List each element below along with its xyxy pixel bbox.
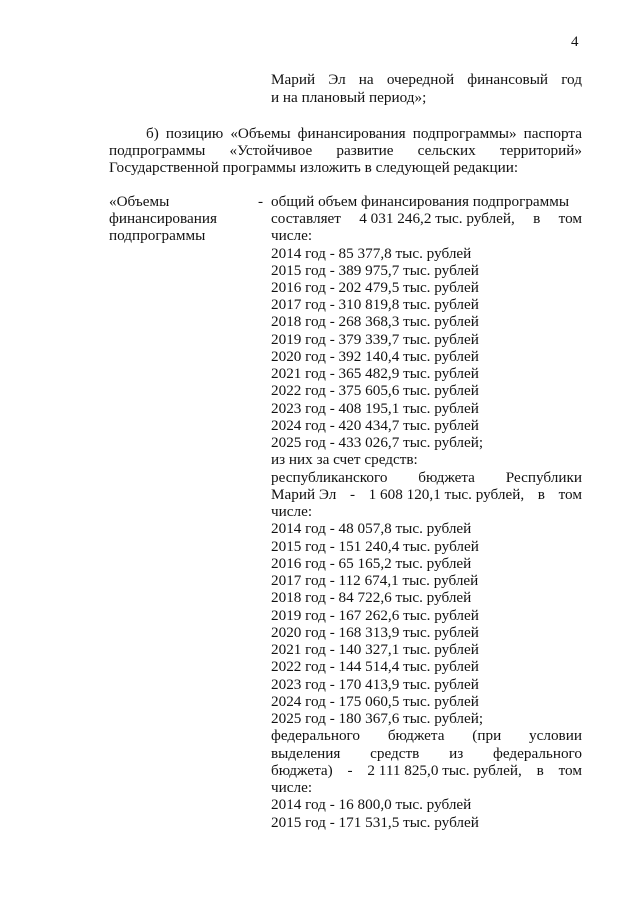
total-year-row: 2022 год - 375 605,6 тыс. рублей xyxy=(271,382,479,399)
total-year-row: 2017 год - 310 819,8 тыс. рублей xyxy=(271,296,479,313)
republic-year-row: 2017 год - 112 674,1 тыс. рублей xyxy=(271,572,479,589)
total-word: в xyxy=(533,210,541,227)
republic-word: том xyxy=(558,486,582,503)
federal-word: в xyxy=(536,762,544,779)
republic-year-row: 2018 год - 84 722,6 тыс. рублей xyxy=(271,589,472,606)
label-line: «Объемы xyxy=(109,193,170,210)
label-dash: - xyxy=(258,193,264,210)
republic-year-row: 2020 год - 168 313,9 тыс. рублей xyxy=(271,624,479,641)
paragraph-line-2 xyxy=(109,142,582,159)
total-year-row: 2014 год - 85 377,8 тыс. рублей xyxy=(271,245,472,262)
total-year-row: 2020 год - 392 140,4 тыс. рублей xyxy=(271,348,479,365)
federal-line-3 xyxy=(271,762,582,779)
federal-word: выделения xyxy=(271,745,341,762)
total-line-1: общий объем финансирования подпрограммы xyxy=(271,193,570,210)
federal-word: федерального xyxy=(493,745,582,762)
paragraph-word: подпрограммы xyxy=(109,142,206,159)
paragraph-word: развитие xyxy=(336,142,394,159)
paragraph-word: сельских xyxy=(417,142,476,159)
paragraph-word: паспорта xyxy=(523,125,582,142)
federal-word: (при xyxy=(472,727,502,744)
paragraph-word: территорий» xyxy=(499,142,582,159)
republic-year-row: 2021 год - 140 327,1 тыс. рублей xyxy=(271,641,479,658)
republic-line-3: числе: xyxy=(271,503,313,520)
paragraph-word: подпрограммы» xyxy=(412,125,517,142)
federal-word: из xyxy=(449,745,464,762)
total-year-row: 2024 год - 420 434,7 тыс. рублей xyxy=(271,417,479,434)
total-year-row: 2018 год - 268 368,3 тыс. рублей xyxy=(271,313,479,330)
federal-amount: 2 111 825,0 тыс. рублей, xyxy=(367,762,522,779)
federal-word: том xyxy=(558,762,582,779)
total-year-row: 2023 год - 408 195,1 тыс. рублей xyxy=(271,400,479,417)
federal-word: - xyxy=(347,762,353,779)
total-year-row: 2015 год - 389 975,7 тыс. рублей xyxy=(271,262,479,279)
intro-line-1 xyxy=(271,71,582,88)
republic-year-row: 2016 год - 65 165,2 тыс. рублей xyxy=(271,555,472,572)
federal-line-1 xyxy=(271,727,582,744)
paragraph-word: «Устойчивое xyxy=(229,142,313,159)
intro-word: Марий xyxy=(271,71,316,88)
republic-word: в xyxy=(537,486,545,503)
federal-line-4: числе: xyxy=(271,779,313,796)
label-line: финансирования xyxy=(109,210,217,227)
federal-word: средств xyxy=(370,745,420,762)
republic-line-1 xyxy=(271,469,582,486)
from-funds-line: из них за счет средств: xyxy=(271,451,418,468)
total-word: составляет xyxy=(271,210,341,227)
total-word: том xyxy=(558,210,582,227)
total-line-3: числе: xyxy=(271,227,313,244)
republic-word: бюджета xyxy=(418,469,475,486)
paragraph-line-1 xyxy=(146,125,582,142)
republic-word: республиканского xyxy=(271,469,388,486)
paragraph-word: финансирования xyxy=(297,125,406,142)
total-year-row: 2019 год - 379 339,7 тыс. рублей xyxy=(271,331,479,348)
paragraph-line-3: Государственной программы изложить в следующей редакции: xyxy=(109,159,519,176)
federal-year-row: 2014 год - 16 800,0 тыс. рублей xyxy=(271,796,472,813)
republic-year-row: 2014 год - 48 057,8 тыс. рублей xyxy=(271,520,472,537)
intro-word: финансовый xyxy=(467,71,549,88)
total-amount: 4 031 246,2 тыс. рублей, xyxy=(359,210,515,227)
total-line-2 xyxy=(271,210,582,227)
label-line: подпрограммы xyxy=(109,227,206,244)
federal-word: бюджета xyxy=(387,727,445,744)
republic-year-row: 2024 год - 175 060,5 тыс. рублей xyxy=(271,693,479,710)
republic-word: - xyxy=(349,486,355,503)
intro-word: год xyxy=(561,71,582,88)
paragraph-word: позицию xyxy=(165,125,224,142)
total-year-row: 2016 год - 202 479,5 тыс. рублей xyxy=(271,279,479,296)
intro-word: очередной xyxy=(386,71,455,88)
federal-line-2 xyxy=(271,745,582,762)
intro-line-2: и на плановый период»; xyxy=(271,89,427,106)
paragraph-word: «Объемы xyxy=(230,125,291,142)
republic-year-row: 2019 год - 167 262,6 тыс. рублей xyxy=(271,607,479,624)
intro-word: на xyxy=(358,71,374,88)
republic-year-row: 2022 год - 144 514,4 тыс. рублей xyxy=(271,658,479,675)
federal-word: федерального xyxy=(271,727,360,744)
republic-word: Марий Эл xyxy=(271,486,337,503)
total-year-row: 2025 год - 433 026,7 тыс. рублей; xyxy=(271,434,484,451)
page-number: 4 xyxy=(571,34,579,50)
republic-year-row: 2023 год - 170 413,9 тыс. рублей xyxy=(271,676,479,693)
total-year-row: 2021 год - 365 482,9 тыс. рублей xyxy=(271,365,479,382)
republic-line-2 xyxy=(271,486,582,503)
republic-year-row: 2025 год - 180 367,6 тыс. рублей; xyxy=(271,710,484,727)
federal-word: бюджета) xyxy=(271,762,333,779)
paragraph-word: б) xyxy=(146,125,159,142)
republic-amount: 1 608 120,1 тыс. рублей, xyxy=(368,486,525,503)
republic-year-row: 2015 год - 151 240,4 тыс. рублей xyxy=(271,538,479,555)
intro-word: Эл xyxy=(328,71,346,88)
federal-word: условии xyxy=(529,727,582,744)
republic-word: Республики xyxy=(505,469,582,486)
federal-year-row: 2015 год - 171 531,5 тыс. рублей xyxy=(271,814,479,831)
